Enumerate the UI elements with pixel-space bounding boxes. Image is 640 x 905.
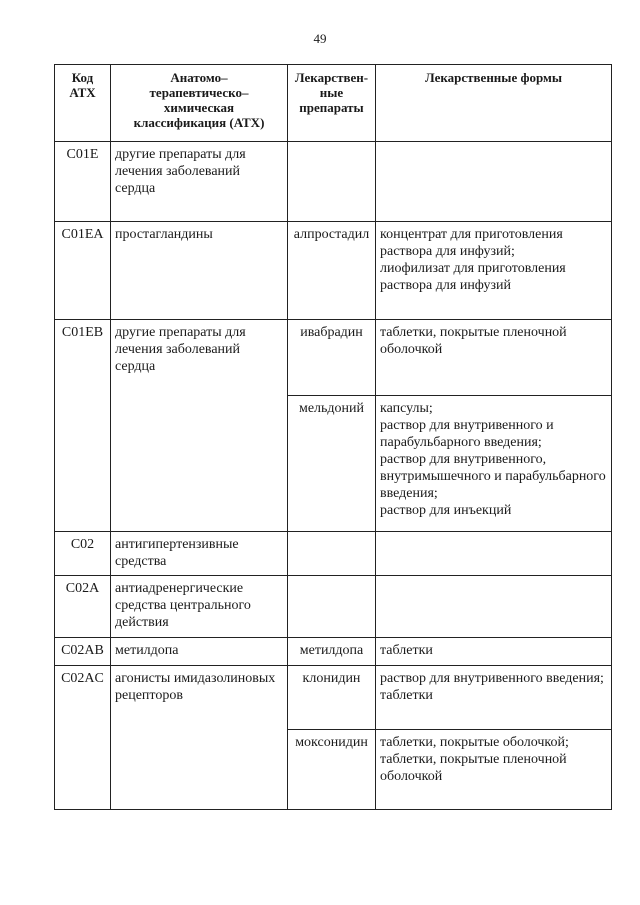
forms-cell: таблетки bbox=[376, 638, 612, 666]
drug-cell: метилдопа bbox=[288, 638, 376, 666]
header-classification: Анатомо– терапевтическо– химическая классификация (АТХ) bbox=[111, 65, 288, 142]
header-drugs: Лекарствен- ные препараты bbox=[288, 65, 376, 142]
drug-cell: ивабрадин bbox=[288, 320, 376, 396]
header-code: Код АТХ bbox=[55, 65, 111, 142]
classification-cell: антиадренергические средства центрального действия bbox=[111, 576, 288, 638]
classification-cell: агонисты имидазолиновых рецепторов bbox=[111, 666, 288, 810]
atx-code-cell: C02AB bbox=[55, 638, 111, 666]
drug-cell: клонидин bbox=[288, 666, 376, 730]
atx-code-cell: C02A bbox=[55, 576, 111, 638]
forms-cell bbox=[376, 532, 612, 576]
drug-cell: алпростадил bbox=[288, 222, 376, 320]
atx-table bbox=[54, 64, 612, 810]
table-row bbox=[55, 320, 612, 396]
classification-cell: метилдопа bbox=[111, 638, 288, 666]
drug-cell bbox=[288, 576, 376, 638]
forms-cell bbox=[376, 142, 612, 222]
atx-code-cell: C01EA bbox=[55, 222, 111, 320]
classification-cell: антигипертензивные средства bbox=[111, 532, 288, 576]
table-row bbox=[55, 638, 612, 666]
atx-code-cell: C01E bbox=[55, 142, 111, 222]
atx-code-cell: C02 bbox=[55, 532, 111, 576]
forms-cell: концентрат для приготовления раствора для инфузий; лиофилизат для приготовления раствора для инфузий bbox=[376, 222, 612, 320]
table-row bbox=[55, 142, 612, 222]
drug-cell bbox=[288, 532, 376, 576]
drug-cell: моксонидин bbox=[288, 730, 376, 810]
forms-cell: раствор для внутривенного введения; таблетки bbox=[376, 666, 612, 730]
forms-cell: капсулы; раствор для внутривенного и парабульбарного введения; раствор для внутривенного, внутримышечного и парабульбарного введения; раствор для инъекций bbox=[376, 396, 612, 532]
page-number: 49 bbox=[313, 31, 327, 46]
table-row bbox=[55, 222, 612, 320]
drug-cell: мельдоний bbox=[288, 396, 376, 532]
forms-cell bbox=[376, 576, 612, 638]
table-row bbox=[55, 666, 612, 730]
table-header-row bbox=[55, 65, 612, 142]
atx-code-cell: C01EB bbox=[55, 320, 111, 532]
atx-code-cell: C02AC bbox=[55, 666, 111, 810]
table-row bbox=[55, 532, 612, 576]
drug-cell bbox=[288, 142, 376, 222]
header-forms: Лекарственные формы bbox=[376, 65, 612, 142]
forms-cell: таблетки, покрытые пленочной оболочкой bbox=[376, 320, 612, 396]
table-row bbox=[55, 576, 612, 638]
classification-cell: простагландины bbox=[111, 222, 288, 320]
classification-cell: другие препараты для лечения заболеваний сердца bbox=[111, 142, 288, 222]
forms-cell: таблетки, покрытые оболочкой; таблетки, покрытые пленочной оболочкой bbox=[376, 730, 612, 810]
classification-cell: другие препараты для лечения заболеваний сердца bbox=[111, 320, 288, 532]
